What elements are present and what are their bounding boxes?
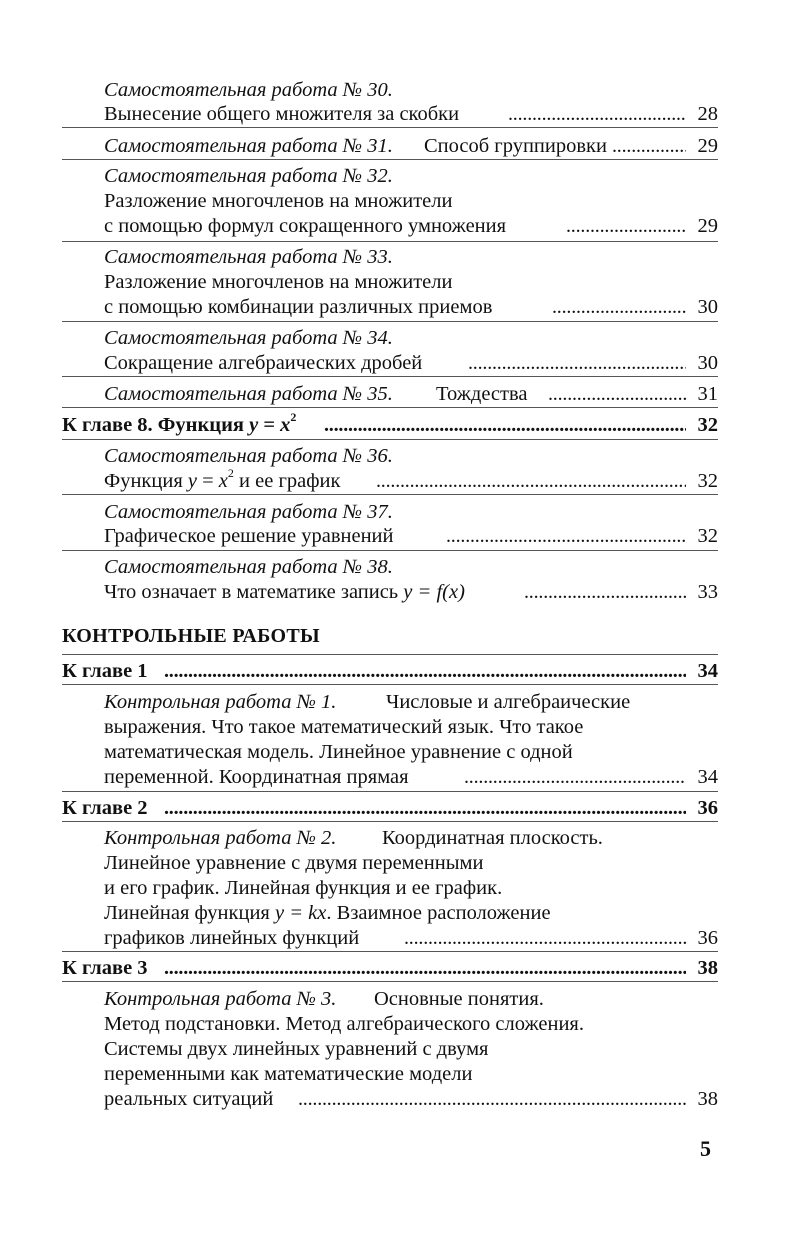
toc-entry-text: Вынесение общего множителя за скобки xyxy=(104,103,460,125)
dot-leader xyxy=(164,793,686,823)
toc-entry[interactable] xyxy=(0,521,797,551)
toc-chapter-entry[interactable] xyxy=(0,793,797,823)
dot-leader xyxy=(446,521,686,551)
dot-leader xyxy=(612,131,686,161)
toc-entry-text: переменными как математические модели xyxy=(104,1063,473,1085)
toc-work-title: Самостоятельная работа № 34. xyxy=(104,327,393,349)
toc-work-title: Самостоятельная работа № 31. xyxy=(104,135,393,157)
toc-page-number: 38 xyxy=(697,1088,718,1110)
toc-entry-text: Метод подстановки. Метод алгебраического сложения. xyxy=(104,1013,584,1035)
toc-work-title: Контрольная работа № 1. xyxy=(104,691,337,713)
dot-leader xyxy=(164,953,686,983)
toc-work-title: Самостоятельная работа № 38. xyxy=(104,556,393,578)
dot-leader xyxy=(464,762,686,792)
toc-entry[interactable] xyxy=(0,1084,797,1114)
divider xyxy=(62,550,718,551)
dot-leader xyxy=(376,466,686,496)
toc-entry-text: Контрольная работа № 2. Координатная плоскость. xyxy=(0,823,797,853)
toc-entry[interactable] xyxy=(0,762,797,792)
toc-entry-text: Разложение многочленов на множители xyxy=(104,190,453,212)
divider xyxy=(62,439,718,440)
toc-page-number: 32 xyxy=(697,414,718,436)
toc-entry-text: Линейная функция y = kx. Взаимное расположение xyxy=(104,902,551,924)
toc-work-title: Контрольная работа № 2. xyxy=(104,827,337,849)
toc-chapter-entry[interactable] xyxy=(0,410,797,440)
divider xyxy=(62,654,718,655)
toc-work-title: Самостоятельная работа № 35. xyxy=(104,383,393,405)
divider xyxy=(62,127,718,128)
section-heading: КОНТРОЛЬНЫЕ РАБОТЫ xyxy=(62,625,320,647)
toc-page-number: 32 xyxy=(697,525,718,547)
toc-entry-text: с помощью комбинации различных приемов xyxy=(104,296,493,318)
toc-page-number: 34 xyxy=(697,660,718,682)
toc-chapter-entry[interactable] xyxy=(0,656,797,686)
toc-entry-text: Линейное уравнение с двумя переменными xyxy=(104,852,484,874)
toc-entry[interactable] xyxy=(0,466,797,496)
toc-entry[interactable] xyxy=(0,348,797,378)
toc-entry-text: Функция $y = x^2$ и ее график xyxy=(104,466,341,492)
toc-entry-text: Способ группировки xyxy=(424,135,607,157)
toc-page-number: 28 xyxy=(697,103,718,125)
dot-leader xyxy=(324,410,686,440)
divider xyxy=(62,159,718,160)
divider xyxy=(62,376,718,377)
toc-entry-text: Что означает в математике запись y = f(x) xyxy=(104,581,465,603)
dot-leader xyxy=(524,577,686,607)
toc-entry-text: Контрольная работа № 3. Основные понятия. xyxy=(0,984,797,1014)
toc-entry-text: и его график. Линейная функция и ее график. xyxy=(104,877,503,899)
divider xyxy=(62,321,718,322)
toc-entry[interactable] xyxy=(0,211,797,241)
toc-entry[interactable] xyxy=(0,923,797,953)
toc-work-title: Самостоятельная работа № 33. xyxy=(104,246,393,268)
toc-page-number: 29 xyxy=(697,135,718,157)
dot-leader xyxy=(552,292,686,322)
toc-entry-text: Системы двух линейных уравнений с двумя xyxy=(104,1038,489,1060)
toc-page-number: 36 xyxy=(697,927,718,949)
toc-chapter-label: К главе 1 xyxy=(62,660,148,682)
toc-entry-text: реальных ситуаций xyxy=(104,1088,274,1110)
toc-chapter-label: К главе 2 xyxy=(62,797,148,819)
divider xyxy=(62,494,718,495)
dot-leader xyxy=(468,348,686,378)
toc-entry-text: Графическое решение уравнений xyxy=(104,525,394,547)
toc-work-title: Самостоятельная работа № 32. xyxy=(104,165,393,187)
toc-entry-text: переменной. Координатная прямая xyxy=(104,766,409,788)
divider xyxy=(62,684,718,685)
divider xyxy=(62,981,718,982)
toc-entry-text: Тождества xyxy=(436,383,528,405)
dot-leader xyxy=(566,211,686,241)
toc-chapter-label: К главе 8. Функция $y = x^2$ xyxy=(62,410,297,436)
toc-entry-text: математическая модель. Линейное уравнение с одной xyxy=(104,741,573,763)
dot-leader xyxy=(404,923,686,953)
toc-page-number: 30 xyxy=(697,296,718,318)
toc-chapter-label: К главе 3 xyxy=(62,957,148,979)
toc-work-title: Контрольная работа № 3. xyxy=(104,988,337,1010)
toc-work-title: Самостоятельная работа № 30. xyxy=(104,79,393,101)
toc-entry-text: с помощью формул сокращенного умножения xyxy=(104,215,507,237)
divider xyxy=(62,821,718,822)
toc-entry-text: Сокращение алгебраических дробей xyxy=(104,352,423,374)
dot-leader xyxy=(298,1084,686,1114)
toc-work-title: Самостоятельная работа № 37. xyxy=(104,501,393,523)
toc-page-number: 33 xyxy=(697,581,718,603)
toc-entry[interactable] xyxy=(0,577,797,607)
toc-entry[interactable] xyxy=(0,379,797,409)
toc-page-number: 34 xyxy=(697,766,718,788)
toc-page-number: 32 xyxy=(697,470,718,492)
toc-page-number: 38 xyxy=(697,957,718,979)
toc-page-number: 30 xyxy=(697,352,718,374)
toc-page-number: 36 xyxy=(697,797,718,819)
divider xyxy=(62,791,718,792)
toc-work-title: Самостоятельная работа № 36. xyxy=(104,445,393,467)
dot-leader xyxy=(548,379,686,409)
toc-entry[interactable] xyxy=(0,99,797,129)
toc-entry-text: Разложение многочленов на множители xyxy=(104,271,453,293)
page-number: 5 xyxy=(700,1136,711,1161)
toc-entry-text: Контрольная работа № 1. Числовые и алгебраические xyxy=(0,687,797,717)
toc-entry[interactable] xyxy=(0,292,797,322)
toc-entry-text: выражения. Что такое математический язык. Что такое xyxy=(104,716,584,738)
toc-chapter-entry[interactable] xyxy=(0,953,797,983)
toc-page-number: 31 xyxy=(697,383,718,405)
dot-leader xyxy=(508,99,686,129)
toc-entry[interactable] xyxy=(0,131,797,161)
divider xyxy=(62,951,718,952)
divider xyxy=(62,407,718,408)
dot-leader xyxy=(164,656,686,686)
toc-page-number: 29 xyxy=(697,215,718,237)
toc-entry-text: графиков линейных функций xyxy=(104,927,360,949)
